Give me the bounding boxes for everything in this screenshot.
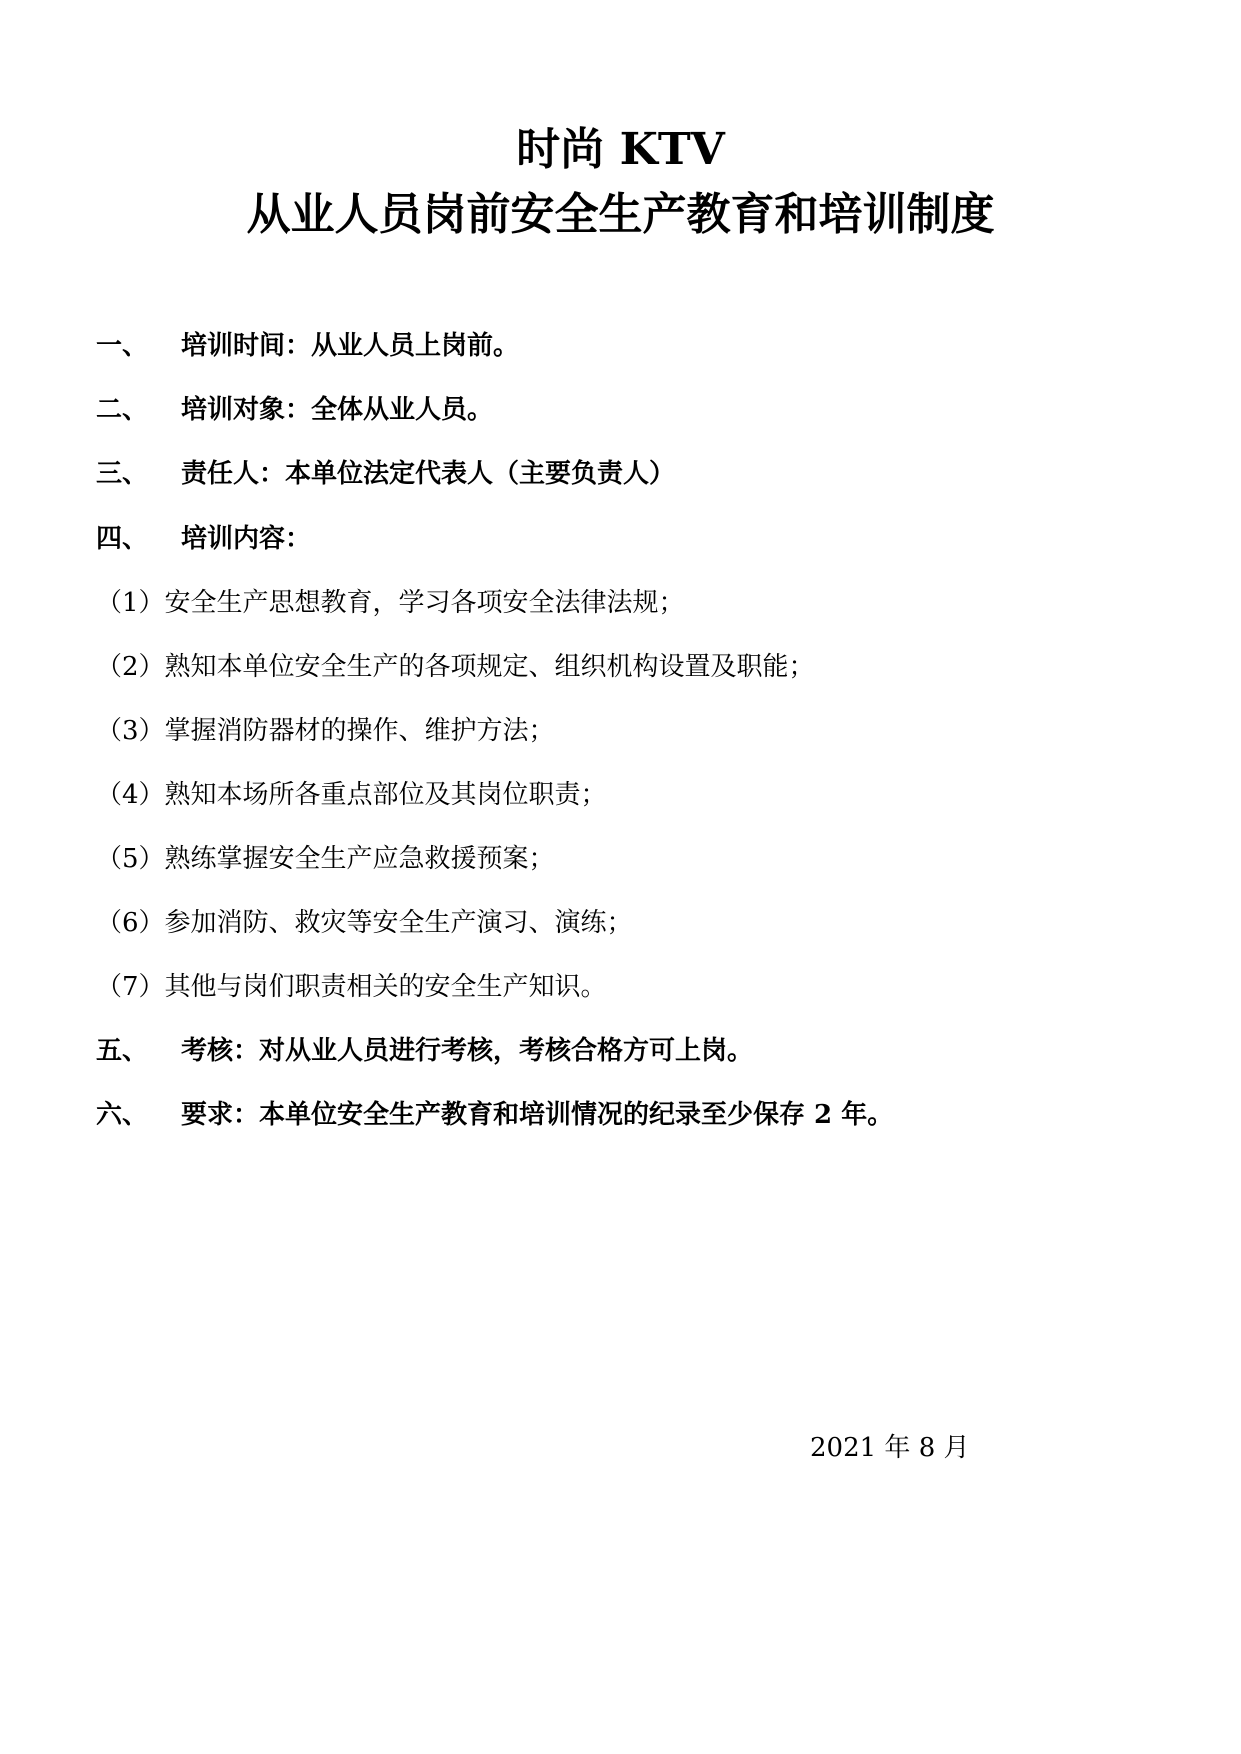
section-number: 二、	[96, 395, 149, 425]
section-2	[96, 390, 493, 430]
section-text: 培训时间：从业人员上岗前。	[181, 331, 520, 361]
document-date: 2021 年 8 月	[810, 1433, 970, 1463]
content-item-1: （1）安全生产思想教育，学习各项安全法律法规；	[96, 588, 685, 618]
section-text: 考核：对从业人员进行考核，考核合格方可上岗。	[181, 1036, 754, 1066]
content-item-6: （6）参加消防、救灾等安全生产演习、演练；	[96, 908, 633, 938]
content-item-7: （7）其他与岗们职责相关的安全生产知识。	[96, 972, 607, 1002]
content-item-3: （3）掌握消防器材的操作、维护方法；	[96, 716, 555, 746]
section-text: 培训对象：全体从业人员。	[181, 395, 494, 425]
section-3	[96, 454, 675, 494]
section-6	[96, 1095, 893, 1135]
section-4	[96, 519, 311, 559]
section-text: 责任人：本单位法定代表人（主要负责人）	[181, 459, 676, 489]
section-number: 六、	[96, 1100, 149, 1130]
document-subtitle: 从业人员岗前安全生产教育和培训制度	[246, 189, 995, 240]
section-text: 要求：本单位安全生产教育和培训情况的纪录至少保存 2 年。	[181, 1100, 894, 1130]
section-text: 培训内容：	[181, 524, 312, 554]
section-number: 五、	[96, 1036, 149, 1066]
section-number: 四、	[96, 524, 149, 554]
content-item-5: （5）熟练掌握安全生产应急救援预案；	[96, 844, 555, 874]
section-number: 三、	[96, 459, 149, 489]
content-item-2: （2）熟知本单位安全生产的各项规定、组织机构设置及职能；	[96, 652, 815, 682]
section-5	[96, 1031, 753, 1071]
document-title: 时尚 KTV	[516, 124, 725, 175]
section-1	[96, 326, 519, 366]
content-item-4: （4）熟知本场所各重点部位及其岗位职责；	[96, 780, 607, 810]
section-number: 一、	[96, 331, 149, 361]
